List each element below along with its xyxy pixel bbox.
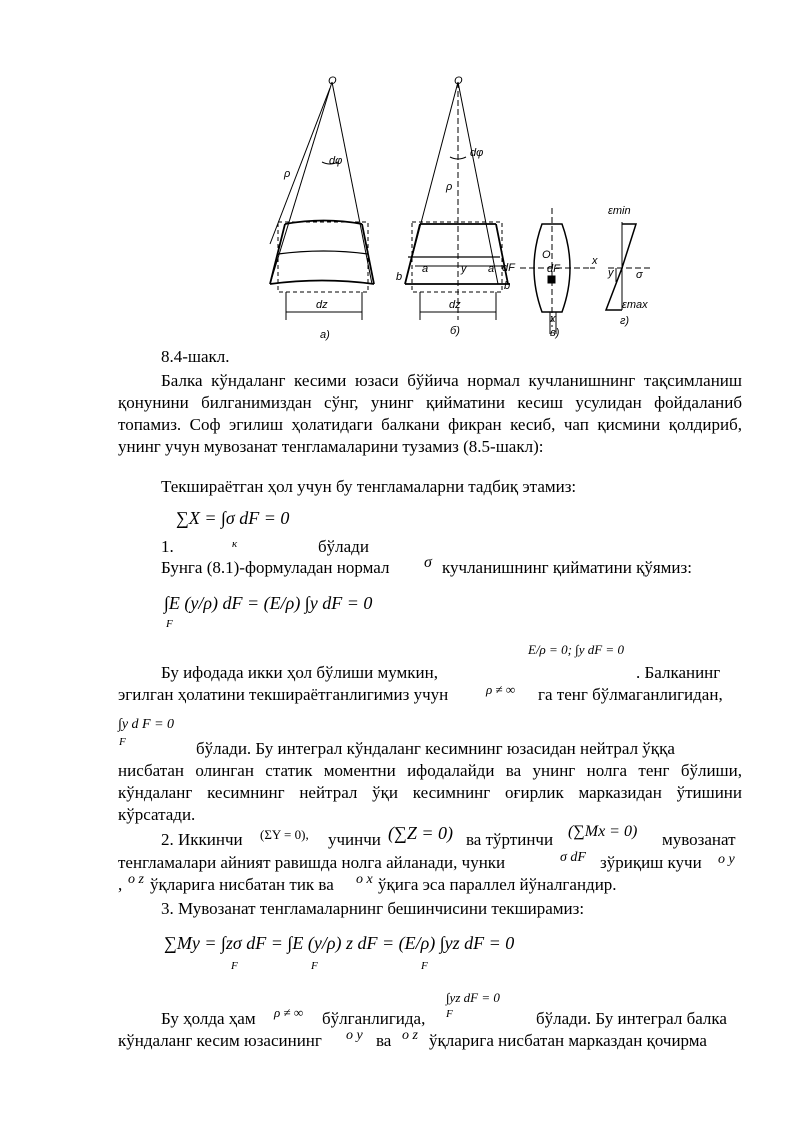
sigma-df: σ dF: [560, 850, 586, 865]
label-dphi-b: dφ: [470, 147, 484, 159]
figure-caption: 8.4-шакл.: [161, 347, 230, 366]
arc-mid-a: [278, 251, 368, 254]
label-emin: εmin: [608, 205, 631, 217]
comma: ,: [118, 875, 123, 894]
paragraph-cases-a: Бу ифодада икки ҳол бўлиши мумкин,: [161, 663, 438, 682]
label-x-c: x: [592, 255, 598, 267]
paragraph-static-b: нисбатан олинган статик моментни ифодалайди ва унинг нолга тенг бўлиши, кўндаланг кесимнинг нейтрал ўқи кесимнинг оғирлик марказидан ўтишини кўрсатади.: [118, 761, 742, 824]
paragraph-three: 3. Мувозанат тенгламаларнинг бешинчисини текширамиз:: [161, 899, 585, 918]
axis-ox: o x: [356, 872, 373, 887]
label-xsmall-c: x: [550, 313, 556, 325]
equation-sum-my: ∑My = ∫zσ dF = ∫E (y/ρ) z dF = (E/ρ) ∫yz dF = 0: [164, 933, 515, 953]
paragraph-two-f: зўриқиш кучи: [600, 853, 702, 872]
axis-oz-2: o z: [402, 1028, 418, 1043]
label-o-b: O: [454, 75, 463, 87]
paragraph-two-b: учинчи: [328, 830, 381, 849]
label-sub-c: в): [550, 327, 560, 339]
label-a-left: a: [422, 263, 429, 275]
label-emax: εmax: [622, 299, 648, 311]
paragraph-cases-d: га тенг бўлмаганлигидан,: [538, 685, 723, 704]
rho-not-infinity-2: ρ ≠ ∞: [274, 1005, 304, 1020]
eq-sum-z: (∑Z = 0): [388, 823, 453, 843]
symbol-sigma: σ: [424, 554, 432, 571]
figure-8-4: [250, 72, 670, 347]
ray-right-b: [458, 82, 498, 284]
equation-product-inertia: ∫yz dF = 0: [446, 990, 500, 1005]
label-rho-a: ρ: [284, 168, 291, 180]
label-df-c: dF: [547, 263, 560, 275]
paragraph-substitute-b: кучланишнинг қийматини қўямиз:: [442, 558, 692, 577]
equation-static-moment-lower: F: [119, 736, 126, 748]
label-dz-a: dz: [316, 299, 328, 311]
axis-oz: o z: [128, 872, 144, 887]
paragraph-two-g: ўқларига нисбатан тик ва: [150, 875, 334, 894]
rho-not-infinity: ρ ≠ ∞: [486, 682, 516, 697]
label-df-b: dF: [502, 262, 515, 274]
equation-number-1: 1.: [161, 537, 174, 556]
paragraph-intro: Балка кўндаланг кесими юзаси бўйича нормал кучланишнинг тақсимланиш қонунини билганимиздан сўнг, унинг қийматини кесиш усулидан фойдаланиб топамиз. Соф эгилиш ҳолатидаги балкани фикран кесиб, чап қисмини қолдириб, унинг учун мувозанат тенгламаларини тузамиз (8.5-шакл):: [118, 371, 742, 456]
arc-bottom-a: [270, 281, 374, 285]
equation-product-inertia-lower: F: [446, 1008, 453, 1020]
label-sub-b: б): [450, 325, 460, 337]
label-dz-b: dz: [449, 299, 461, 311]
paragraph-four-a: Бу ҳолда ҳам: [161, 1009, 256, 1028]
label-y-d: y: [608, 267, 614, 279]
equation-static-moment: ∫y d F = 0: [118, 717, 175, 732]
paragraph-static-a: бўлади. Бу интеграл кўндаланг кесимнинг юзасидан нейтрал ўққа: [196, 739, 675, 758]
equation-two-cases: E/ρ = 0; ∫y dF = 0: [528, 642, 624, 657]
axis-oy: o y: [718, 852, 735, 867]
equation-sum-my-lower-2: F: [311, 960, 318, 972]
label-b-right: b: [504, 280, 511, 292]
paragraph-four-c: бўлади. Бу интеграл балка: [536, 1009, 727, 1028]
paragraph-four-b: бўлганлигида,: [322, 1009, 426, 1028]
label-b-left: b: [396, 271, 403, 283]
eq-sum-y: (ΣY = 0),: [260, 827, 309, 842]
eq-sum-mx: (∑Mx = 0): [568, 823, 638, 840]
equation-sum-my-lower-3: F: [421, 960, 428, 972]
label-o-c: O: [542, 249, 551, 261]
axis-oy-2: o y: [346, 1028, 363, 1043]
equation-sum-x-lower: к: [232, 538, 238, 550]
equation-sum-my-lower-1: F: [231, 960, 238, 972]
paragraph-two-e: тенгламалари айният равишда нолга айланади, чунки: [118, 853, 506, 872]
paragraph-four-e: ва: [376, 1031, 392, 1050]
label-a-right: a: [488, 263, 495, 275]
equation-sum-x: ∑X = ∫σ dF = 0: [176, 508, 290, 528]
paragraph-two-a: 2. Иккинчи: [161, 830, 243, 849]
label-dphi-a: dφ: [329, 155, 343, 167]
paragraph-two-h: ўқига эса параллел йўналгандир.: [378, 875, 617, 894]
label-y-b: y: [461, 263, 467, 275]
paragraph-four-d: кўндаланг кесим юзасининг: [118, 1031, 322, 1050]
paragraph-four-f: ўқларига нисбатан марказдан қочирма: [429, 1031, 707, 1050]
equation-1-suffix: бўлади: [318, 537, 369, 556]
paragraph-two-d: мувозанат: [662, 830, 736, 849]
equation-substituted-lower: F: [166, 618, 173, 630]
label-rho-b: ρ: [446, 181, 453, 193]
paragraph-two-c: ва тўртинчи: [466, 830, 554, 849]
paragraph-cases-c: эгилган ҳолатини текшираётганлигимиз учун: [118, 685, 449, 704]
label-sub-d: г): [620, 315, 630, 327]
paragraph-substitute-a: Бунга (8.1)-формуладан нормал: [161, 558, 390, 577]
label-sub-a: a): [320, 329, 330, 341]
label-o-a: O: [328, 75, 337, 87]
paragraph-cases-b: . Балканинг: [636, 663, 721, 682]
equation-substituted: ∫E (y/ρ) dF = (E/ρ) ∫y dF = 0: [164, 593, 373, 613]
paragraph-apply: Текшираётган ҳол учун бу тенгламаларни тадбиқ этамиз:: [161, 477, 577, 496]
label-sigma-d: σ: [636, 269, 643, 281]
